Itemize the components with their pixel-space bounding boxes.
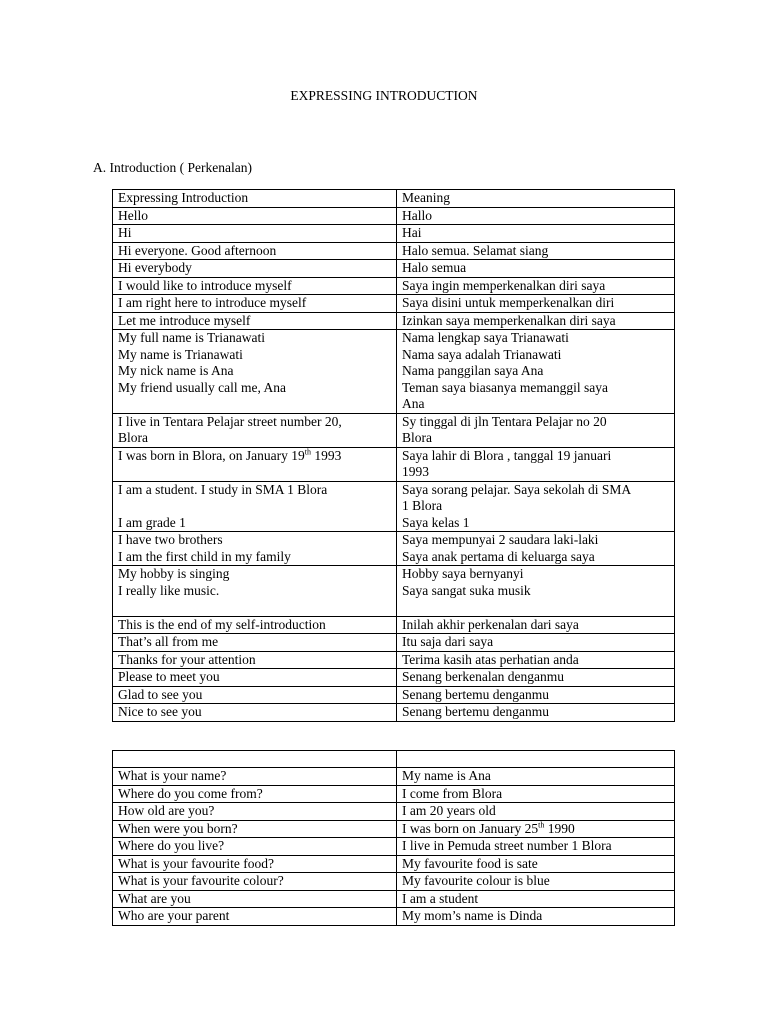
cell-meaning [397, 295, 675, 313]
cell-text: My hobby is singing [118, 566, 230, 581]
cell-english [113, 803, 397, 821]
table-row [113, 447, 675, 481]
cell-english [113, 312, 397, 330]
cell-meaning [397, 890, 675, 908]
cell-text: Itu saja dari saya [402, 634, 494, 649]
cell-text: My friend usually call me, Ana [118, 379, 286, 395]
cell-meaning [397, 330, 675, 414]
cell-english [113, 413, 397, 447]
cell-text: I am a student [402, 890, 479, 906]
cell-text-main: I was born in Blora, on January 19 [118, 447, 305, 463]
cell-text: Hobby saya bernyanyi [402, 566, 524, 581]
cell-text: 1993 [402, 464, 429, 479]
table-row [113, 890, 675, 908]
cell-english [113, 190, 397, 208]
cell-english [113, 242, 397, 260]
section-heading: A. Introduction ( Perkenalan) [93, 160, 252, 175]
cell-english [113, 890, 397, 908]
cell-text: This is the end of my self-introduction [118, 616, 326, 632]
cell-text: Who are your parent [118, 908, 230, 923]
cell-english [113, 768, 397, 786]
cell-english [113, 277, 397, 295]
cell-text: Hi everyone. Good afternoon [118, 242, 277, 258]
cell-text: Hi [118, 225, 132, 240]
cell-text: Hai [402, 225, 422, 240]
cell-text: What is your favourite colour? [118, 873, 284, 888]
table-row [113, 207, 675, 225]
ordinal-superscript: th [304, 447, 311, 456]
cell-meaning [397, 838, 675, 856]
introduction-table [112, 189, 675, 722]
cell-text: I really like music. [118, 582, 220, 598]
cell-text: I live in Pemuda street number 1 Blora [402, 838, 612, 853]
table-row [113, 838, 675, 856]
cell-meaning [397, 566, 675, 617]
cell-english [113, 838, 397, 856]
cell-text-main: I was born on January 25 [402, 820, 539, 836]
cell-meaning [397, 190, 675, 208]
cell-text: My full name is Trianawati [118, 330, 265, 345]
cell-text [402, 821, 669, 838]
table-row [113, 686, 675, 704]
table-row [113, 190, 675, 208]
cell-text: Blora [402, 430, 432, 445]
cell-english [113, 532, 397, 566]
cell-english [113, 447, 397, 481]
page-title: EXPRESSING INTRODUCTION [290, 88, 478, 103]
cell-meaning [397, 207, 675, 225]
cell-english [113, 751, 397, 768]
table-row [113, 242, 675, 260]
cell-english [113, 481, 397, 532]
cell-text: What is your name? [118, 768, 227, 783]
cell-spacer [402, 599, 669, 616]
cell-text: My name is Ana [402, 768, 491, 783]
cell-text: Ana [402, 396, 425, 411]
cell-english [113, 295, 397, 313]
cell-text: Senang bertemu denganmu [402, 704, 549, 719]
cell-english [113, 704, 397, 722]
cell-text: When were you born? [118, 820, 238, 836]
cell-text: Thanks for your attention [118, 651, 256, 667]
cell-text: Saya sorang pelajar. Saya sekolah di SMA [402, 481, 632, 497]
cell-meaning [397, 873, 675, 891]
table-row [113, 651, 675, 669]
cell-text: Meaning [402, 190, 450, 205]
cell-meaning [397, 768, 675, 786]
cell-text: Hello [118, 207, 148, 223]
cell-meaning [397, 225, 675, 243]
cell-text: Saya kelas 1 [402, 514, 470, 530]
cell-text: Nama panggilan saya Ana [402, 363, 544, 378]
cell-english [113, 686, 397, 704]
table-row [113, 616, 675, 634]
cell-text: Terima kasih atas perhatian anda [402, 651, 579, 667]
cell-meaning [397, 704, 675, 722]
table-row [113, 532, 675, 566]
cell-english [113, 820, 397, 838]
table-row [113, 277, 675, 295]
table-row [113, 413, 675, 447]
cell-meaning [397, 260, 675, 278]
table-row [113, 908, 675, 926]
cell-text: Sy tinggal di jln Tentara Pelajar no 20 [402, 413, 607, 429]
table-row [113, 751, 675, 768]
cell-text: Hi everybody [118, 260, 192, 275]
cell-text: Saya ingin memperkenalkan diri saya [402, 277, 606, 293]
cell-meaning [397, 532, 675, 566]
cell-meaning [397, 277, 675, 295]
cell-meaning [397, 634, 675, 652]
table-row [113, 634, 675, 652]
table-row [113, 873, 675, 891]
cell-english [113, 651, 397, 669]
cell-text: My favourite food is sate [402, 855, 538, 871]
cell-text: Izinkan saya memperkenalkan diri saya [402, 312, 616, 328]
cell-meaning [397, 447, 675, 481]
cell-english [113, 634, 397, 652]
cell-text: Nama saya adalah Trianawati [402, 346, 562, 362]
cell-text: How old are you? [118, 803, 215, 818]
cell-text: I am the first child in my family [118, 548, 291, 564]
cell-text: Nice to see you [118, 704, 202, 719]
table-row [113, 260, 675, 278]
cell-english [113, 330, 397, 414]
cell-text: Glad to see you [118, 686, 203, 702]
cell-text: Halo semua [402, 260, 467, 275]
cell-spacer [118, 599, 391, 616]
cell-english [113, 873, 397, 891]
cell-meaning [397, 855, 675, 873]
table-row [113, 330, 675, 414]
cell-text: Senang berkenalan denganmu [402, 669, 564, 684]
cell-text: What are you [118, 890, 191, 906]
cell-text: Senang bertemu denganmu [402, 686, 549, 702]
cell-text: Hallo [402, 207, 432, 223]
cell-text: Please to meet you [118, 669, 220, 684]
cell-text: My mom’s name is Dinda [402, 908, 543, 923]
cell-spacer [118, 498, 391, 515]
cell-text-tail: 1990 [544, 820, 575, 836]
table-row [113, 312, 675, 330]
cell-english [113, 566, 397, 617]
cell-text: Blora [118, 430, 148, 445]
cell-text: What is your favourite food? [118, 855, 274, 871]
cell-text: My nick name is Ana [118, 363, 234, 378]
cell-meaning [397, 686, 675, 704]
table-row [113, 820, 675, 838]
cell-english [113, 669, 397, 687]
cell-text: Where do you live? [118, 838, 225, 853]
cell-text: I come from Blora [402, 785, 503, 801]
table-row [113, 803, 675, 821]
table-row [113, 785, 675, 803]
cell-meaning [397, 820, 675, 838]
question-answer-table [112, 750, 675, 926]
cell-meaning [397, 413, 675, 447]
cell-text: I have two brothers [118, 532, 223, 547]
table-row [113, 768, 675, 786]
table-row [113, 855, 675, 873]
cell-english [113, 260, 397, 278]
cell-text: Expressing Introduction [118, 190, 249, 205]
table-row [113, 481, 675, 532]
cell-english [113, 207, 397, 225]
cell-text: Saya lahir di Blora , tanggal 19 januari [402, 447, 612, 463]
cell-text: Saya anak pertama di keluarga saya [402, 548, 595, 564]
table-row [113, 295, 675, 313]
cell-meaning [397, 312, 675, 330]
cell-english [113, 616, 397, 634]
cell-text: Saya disini untuk memperkenalkan diri [402, 295, 615, 310]
cell-meaning [397, 669, 675, 687]
cell-text: Let me introduce myself [118, 312, 251, 328]
table-row [113, 669, 675, 687]
cell-meaning [397, 616, 675, 634]
cell-text: I am a student. I study in SMA 1 Blora [118, 481, 328, 497]
cell-text: I live in Tentara Pelajar street number 20, [118, 413, 342, 429]
cell-meaning [397, 785, 675, 803]
cell-text: Inilah akhir perkenalan dari saya [402, 616, 579, 632]
cell-text: Saya sangat suka musik [402, 582, 531, 598]
cell-english [113, 908, 397, 926]
cell-text: Where do you come from? [118, 785, 263, 801]
ordinal-superscript: th [538, 820, 545, 829]
cell-meaning [397, 651, 675, 669]
cell-meaning [397, 242, 675, 260]
cell-text: That’s all from me [118, 634, 219, 649]
cell-text: My favourite colour is blue [402, 873, 550, 888]
table-row [113, 566, 675, 617]
cell-english [113, 855, 397, 873]
cell-meaning [397, 908, 675, 926]
cell-english [113, 785, 397, 803]
cell-text: Teman saya biasanya memanggil saya [402, 379, 608, 395]
cell-meaning [397, 803, 675, 821]
cell-text [118, 448, 391, 465]
cell-text: 1 Blora [402, 498, 443, 513]
cell-english [113, 225, 397, 243]
cell-text: I would like to introduce myself [118, 277, 292, 293]
cell-meaning [397, 751, 675, 768]
cell-text: I am right here to introduce myself [118, 295, 307, 310]
table-row [113, 225, 675, 243]
cell-text: My name is Trianawati [118, 346, 243, 362]
cell-text: I am 20 years old [402, 803, 496, 818]
cell-text: Halo semua. Selamat siang [402, 242, 549, 258]
cell-meaning [397, 481, 675, 532]
cell-text: Saya mempunyai 2 saudara laki-laki [402, 532, 599, 547]
cell-text: Nama lengkap saya Trianawati [402, 330, 569, 345]
cell-text-tail: 1993 [310, 447, 342, 463]
cell-text: I am grade 1 [118, 514, 186, 530]
table-row [113, 704, 675, 722]
